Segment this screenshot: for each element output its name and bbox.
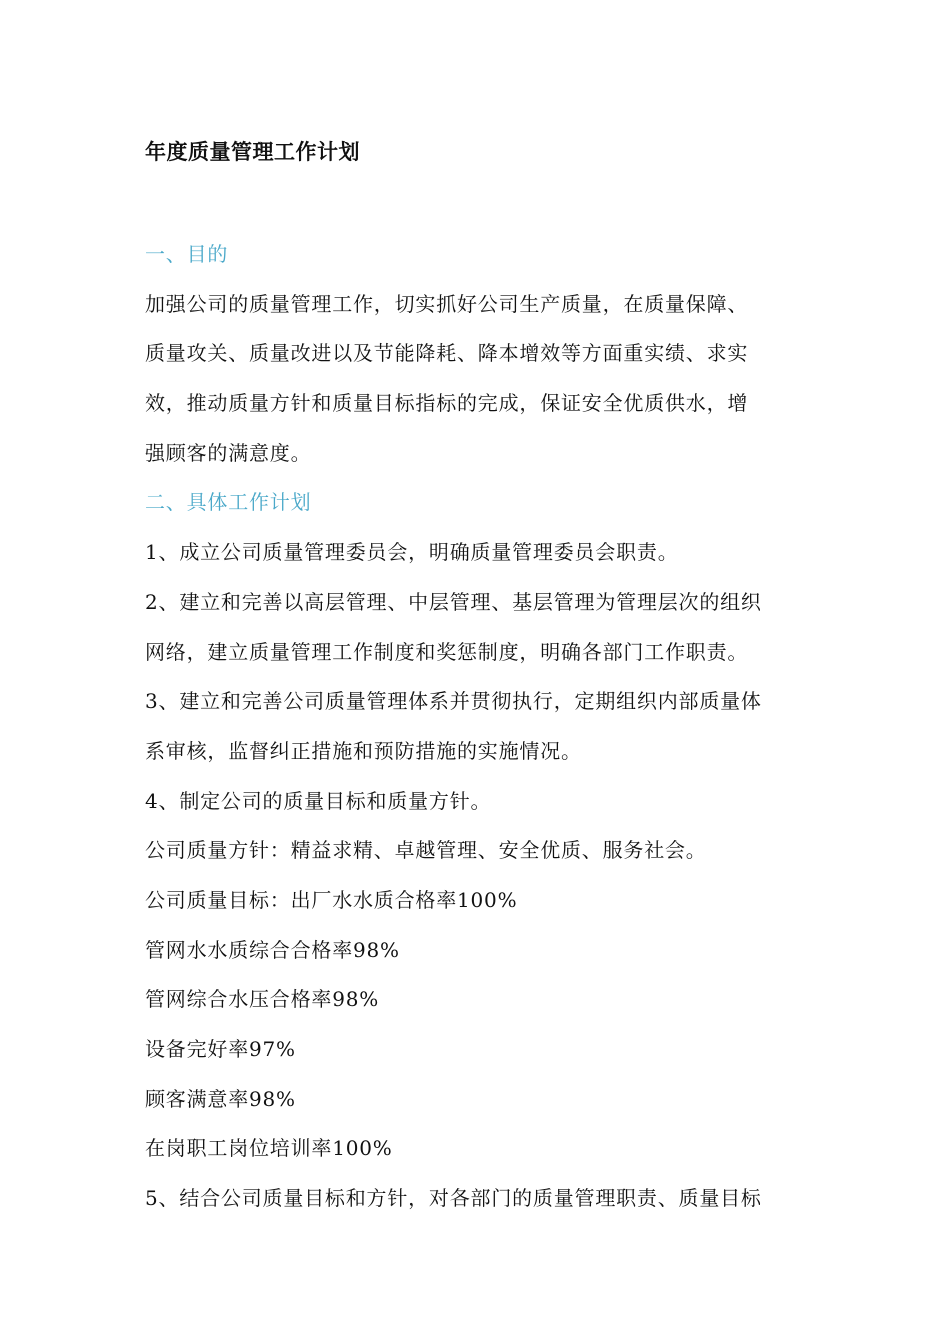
paragraph-line: 2、建立和完善以高层管理、中层管理、基层管理为管理层次的组织 <box>145 589 762 614</box>
paragraph-line: 在岗职工岗位培训率100% <box>145 1136 393 1161</box>
document-title: 年度质量管理工作计划 <box>145 139 360 164</box>
paragraph-line: 强顾客的满意度。 <box>145 440 312 465</box>
paragraph-line: 设备完好率97% <box>145 1037 296 1061</box>
paragraph-line: 质量攻关、质量改进以及节能降耗、降本增效等方面重实绩、求实 <box>145 341 749 366</box>
paragraph-line: 网络，建立质量管理工作制度和奖惩制度，明确各部门工作职责。 <box>145 639 749 664</box>
paragraph-line: 公司质量方针：精益求精、卓越管理、安全优质、服务社会。 <box>145 838 707 863</box>
section-heading: 二、具体工作计划 <box>145 490 312 515</box>
document-body <box>145 230 810 1224</box>
paragraph-line: 公司质量目标：出厂水水质合格率100% <box>145 887 518 912</box>
paragraph-line: 管网水水质综合合格率98% <box>145 937 400 962</box>
paragraph-line: 管网综合水压合格率98% <box>145 987 380 1012</box>
paragraph-line: 系审核，监督纠正措施和预防措施的实施情况。 <box>145 738 582 763</box>
section-heading: 一、目的 <box>145 242 229 266</box>
paragraph-line: 3、建立和完善公司质量管理体系并贯彻执行，定期组织内部质量体 <box>145 689 762 714</box>
paragraph-line: 4、制定公司的质量目标和质量方针。 <box>145 788 492 813</box>
paragraph-line: 效，推动质量方针和质量目标指标的完成，保证安全优质供水，增 <box>145 391 749 416</box>
paragraph-line: 加强公司的质量管理工作，切实抓好公司生产质量，在质量保障、 <box>145 291 749 316</box>
paragraph-line: 5、结合公司质量目标和方针，对各部门的质量管理职责、质量目标 <box>145 1186 762 1211</box>
paragraph-line: 顾客满意率98% <box>145 1086 296 1111</box>
paragraph-line: 1、成立公司质量管理委员会，明确质量管理委员会职责。 <box>145 540 679 565</box>
